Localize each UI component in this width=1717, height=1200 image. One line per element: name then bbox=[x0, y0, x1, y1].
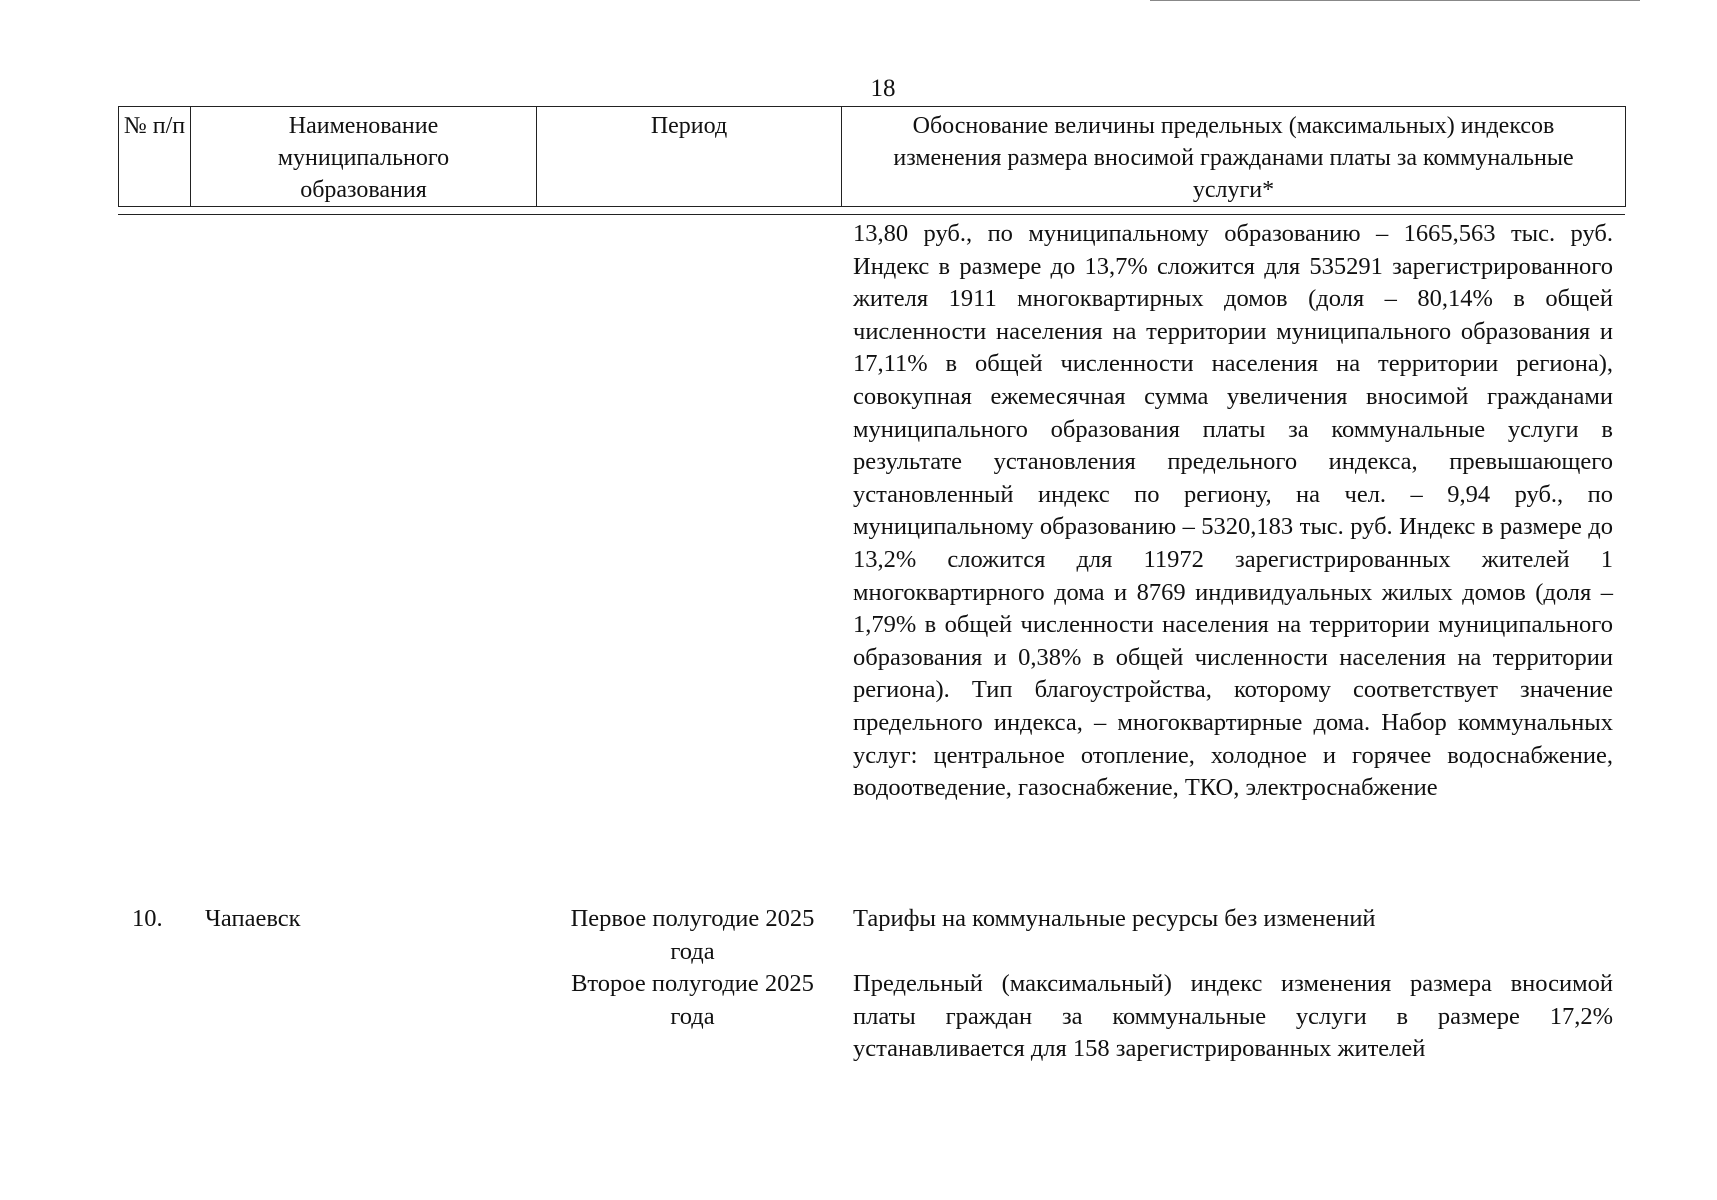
justification-second-half: Предельный (максимальный) индекс изменения размера вносимой платы граждан за коммунальные услуги в размере 17,2% устанавливается для 158 зарегистрированных жителей bbox=[853, 970, 1613, 1063]
header-rule bbox=[118, 214, 1625, 215]
continued-justification-text: 13,80 руб., по муниципальному образованию – 1665,563 тыс. руб. Индекс в размере до 13,7% сложится для 535291 зарегистрированного жителя 1911 многоквартирных домов (доля – 80,14% в общей численности населения на территории муниципального образования и 17,11% в общей численности населения на территории региона), совокупная ежемесячная сумма увеличения вносимой гражданами муниципального образования платы за коммунальные услуги в результате установления предельного индекса, превышающего установленный индекс по региону, на чел. – 9,94 руб., по муниципальному образованию – 5320,183 тыс. руб. Индекс в размере до 13,2% сложится для 11972 зарегистрированных жителей 1 многоквартирного дома и 8769 индивидуальных жилых домов (доля – 1,79% в общей численности населения на территории муниципального образования и 0,38% в общей численности населения на территории региона). Тип благоустройства, которому соответствует значение предельного индекса, – многоквартирные дома. Набор коммунальных услуг: центральное отопление, холодное и горячее водоснабжение, водоотведение, газоснабжение, ТКО, электроснабжение bbox=[853, 220, 1613, 802]
scan-edge-line bbox=[1150, 0, 1640, 1]
period-second-half: Второе полугодие 2025 года bbox=[571, 970, 814, 1030]
municipality-name: Чапаевск bbox=[205, 905, 301, 932]
table-header bbox=[118, 106, 1626, 207]
header-period: Период bbox=[537, 107, 842, 207]
header-row bbox=[119, 107, 1626, 207]
period-first-half: Первое полугодие 2025 года bbox=[570, 905, 815, 965]
justification-first-half: Тарифы на коммунальные ресурсы без изменений bbox=[853, 905, 1376, 932]
row-number: 10. bbox=[132, 905, 163, 932]
header-number: № п/п bbox=[119, 107, 191, 207]
page-number: 18 bbox=[870, 75, 896, 102]
header-municipality: Наименование муниципального образования bbox=[191, 107, 537, 207]
header-justification: Обоснование величины предельных (максимальных) индексов изменения размера вносимой гражданами платы за коммунальные услуги* bbox=[842, 107, 1626, 207]
